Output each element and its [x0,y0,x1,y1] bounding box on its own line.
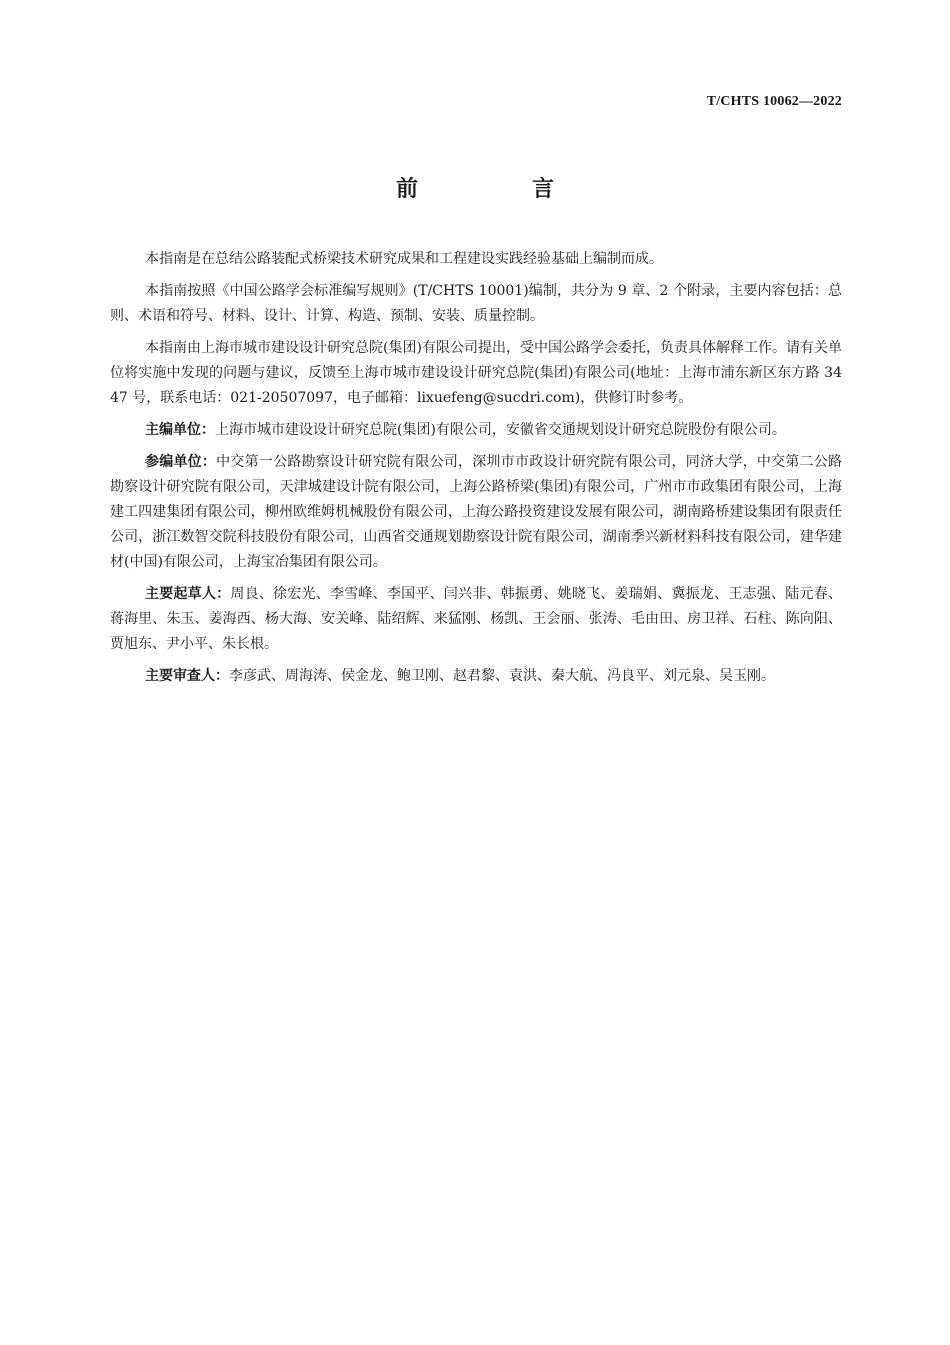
page-title: 前 言 [395,177,600,202]
paragraph-participants [110,450,842,575]
paragraph-chief-editors [110,418,842,443]
paragraph-text: 周良、徐宏光、李雪峰、李国平、闫兴非、韩振勇、姚晓飞、姜瑞娟、冀振龙、王志强、陆元春、蒋海里、朱玉、姜海西、杨大海、安关峰、陆绍辉、来猛刚、杨凯、王会丽、张涛、毛由田、房卫祥、石柱、陈向阳、贾旭东、尹小平、朱长根。 [110,586,842,652]
paragraph-text: 李彦武、周海涛、侯金龙、鲍卫刚、赵君黎、袁洪、秦大航、冯良平、刘元泉、吴玉刚。 [229,668,775,684]
paragraph-basis [110,247,842,272]
paragraph-lead: 参编单位： [145,454,217,470]
standard-code: T/CHTS 10062—2022 [706,94,842,109]
paragraph-lead: 主编单位： [145,422,215,438]
foreword-body [110,247,842,696]
paragraph-text: 本指南按照《中国公路学会标准编写规则》(T/CHTS 10001)编制，共分为 9 章、2 个附录，主要内容包括：总则、术语和符号、材料、设计、计算、构造、预制、安装、质量控制。 [110,283,842,324]
paragraph-lead: 主要审查人： [145,668,229,684]
paragraph-structure [110,279,842,329]
paragraph-contact [110,336,842,411]
paragraph-text: 中交第一公路勘察设计研究院有限公司，深圳市市政设计研究院有限公司，同济大学，中交第二公路勘察设计研究院有限公司，天津城建设计院有限公司，上海公路桥梁(集团)有限公司，广州市市政集团有限公司，上海建工四建集团有限公司，柳州欧维姆机械股份有限公司，上海公路投资建设发展有限公司，湖南路桥建设集团有限责任公司，浙江数智交院科技股份有限公司，山西省交通规划勘察设计院有限公司，湖南季兴新材料科技有限公司，建华建材(中国)有限公司，上海宝冶集团有限公司。 [110,454,843,570]
paragraph-lead: 主要起草人： [145,586,231,602]
paragraph-text: 本指南是在总结公路装配式桥梁技术研究成果和工程建设实践经验基础上编制而成。 [145,251,663,267]
paragraph-drafters [110,582,842,657]
paragraph-text: 上海市城市建设设计研究总院(集团)有限公司，安徽省交通规划设计研究总院股份有限公司。 [215,422,786,438]
paragraph-reviewers [110,664,842,689]
paragraph-text: 本指南由上海市城市建设设计研究总院(集团)有限公司提出，受中国公路学会委托，负责具体解释工作。请有关单位将实施中发现的问题与建议，反馈至上海市城市建设设计研究总院(集团)有限公司(地址：上海市浦东新区东方路 3447 号，联系电话：021-20507097，电子邮箱：lixuefeng@sucdri.com)，供修订时参考。 [110,340,842,406]
